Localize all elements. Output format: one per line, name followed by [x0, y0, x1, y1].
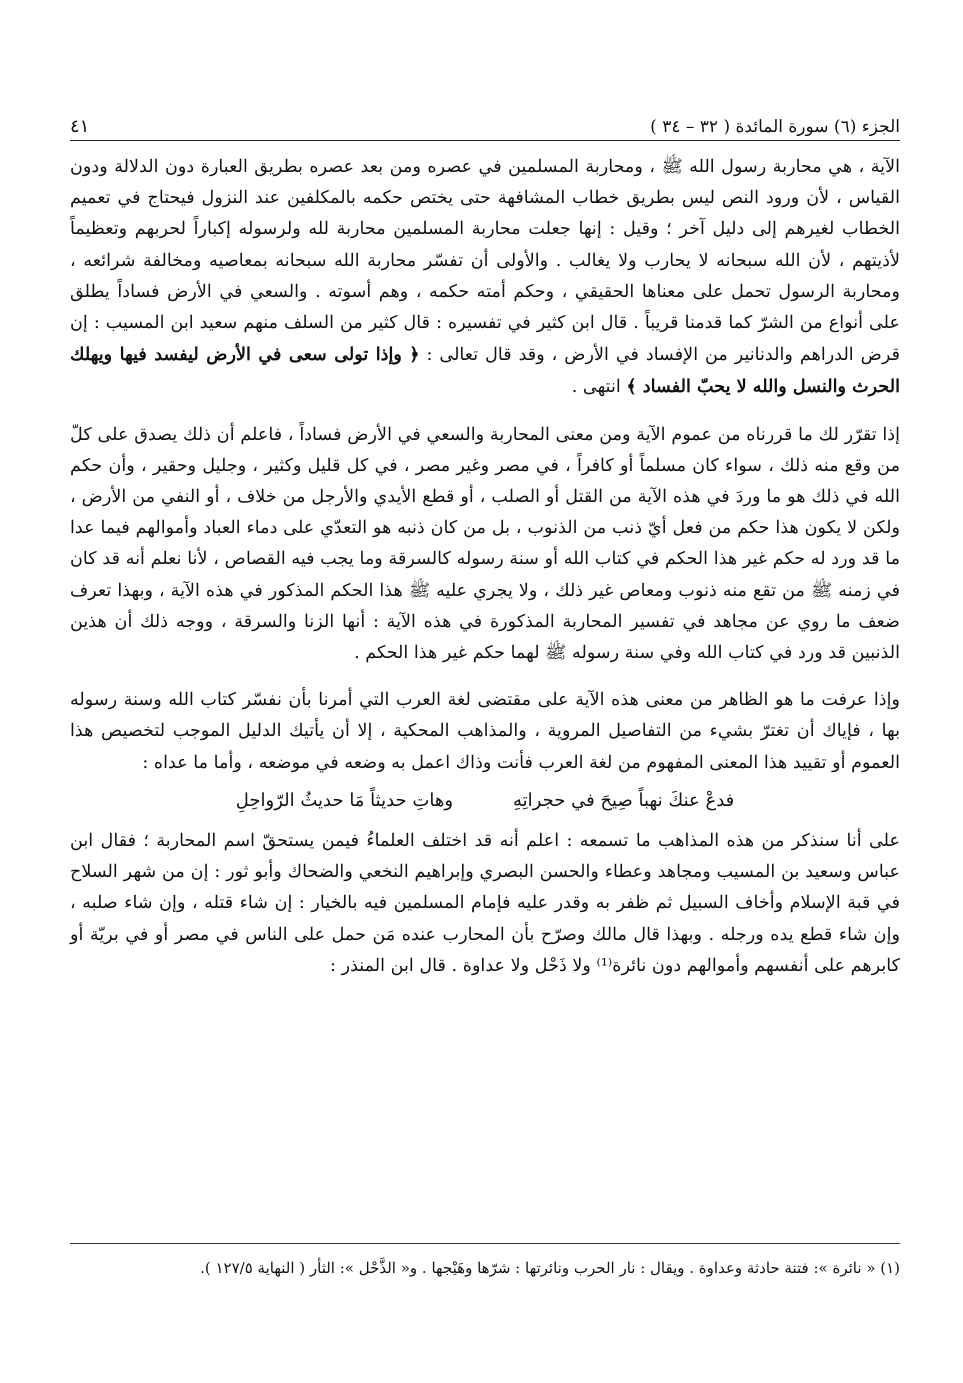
- verse-first-hemistich: فدعْ عنكَ نهباً صِيحَ في حجراتِهِ: [513, 789, 735, 811]
- footnote-divider: [70, 1243, 900, 1244]
- running-title: الجزء (٦) سورة المائدة ( ٣٢ – ٣٤ ): [650, 117, 900, 137]
- footnote: (١) « نائرة »: فتنة حادثة وعداوة . ويقال : نار الحرب ونائرتها : شرّها وهَيْجها . و« الذَّحْل »: الثأر ( النهاية ١٢٧/٥ ).: [200, 1259, 900, 1277]
- poetry-verse: [70, 785, 900, 816]
- paragraph-3: وإذا عرفت ما هو الظاهر من معنى هذه الآية على مقتضى لغة العرب التي أمرنا بأن نفسّر كتاب الله وسنة رسوله بها ، فإياك أن تغترّ بشيء من التفاصيل المروية ، والمذاهب المحكية ، إلا أن يأتيك الدليل الموجب لتخصيص هذا العموم أو تقييد هذا المعنى المفهوم من لغة العرب فأنت وذاك اعمل به وضعه في موضعه ، وأما ما عداه :: [70, 690, 900, 773]
- paragraph-4: على أنا سنذكر من هذه المذاهب ما تسمعه : اعلم أنه قد اختلف العلماءُ فيمن يستحقّ اسم المحاربة ؛ فقال ابن عباس وسعيد بن المسيب ومجاهد وعطاء والحسن البصري وإبراهيم النخعي والضحاك وأبو ثور : إن من شهر السلاح في قبة الإسلام وأخاف السبيل ثم ظفر به وقدر عليه فإمام المسلمين فيه بالخيار : إن شاء قتله ، وإن شاء صلبه ، وإن شاء قطع يده ورجله . وبهذا قال مالك وصرّح بأن المحارب عنده مَن حمل على الناس في مصر أو في بريّة أو كابرهم على أنفسهم وأموالهم دون نائرة⁽¹⁾ ولا ذَحْل ولا عداوة . قال ابن المنذر :: [70, 831, 900, 976]
- paragraph-1-end: انتهى .: [571, 377, 621, 398]
- paragraph-2: إذا تقرّر لك ما قررناه من عموم الآية ومن معنى المحاربة والسعي في الأرض فساداً ، فاعلم أن ذلك يصدق على كلّ من وقع منه ذلك ، سواء كان مسلماً أو كافراً ، في مصر وغير مصر ، في كل قليل وكثير ، وجليل وحقير ، وأن حكم الله في ذلك هو ما وردَ في هذه الآية من القتل أو الصلب ، أو قطع الأيدي والأرجل من خلاف ، أو النفي من الأرض ، ولكن لا يكون هذا حكم من فعل أيّ ذنب من الذنوب ، بل من كان ذنبه هو التعدّي على دماء العباد وأموالهم فيما عدا ما قد ورد له حكم غير هذا الحكم في كتاب الله أو سنة رسوله كالسرقة وما يجب فيه القصاص ، لأنا نعلم أنه قد كان في زمنه ﷺ من تقع منه ذنوب ومعاص غير ذلك ، ولا يجري عليه ﷺ هذا الحكم المذكور في هذه الآية ، وبهذا تعرف ضعف ما روي عن مجاهد في تفسير المحاربة المذكورة في هذه الآية : أنها الزنا والسرقة ، ووجه ذلك أن هذين الذنبين قد ورد في كتاب الله وفي سنة رسوله ﷺ لهما حكم غير هذا الحكم .: [70, 424, 900, 664]
- paragraph-1: [70, 152, 900, 404]
- page-number: ٤١: [70, 116, 90, 137]
- page-header: [70, 112, 900, 141]
- paragraph-1-text: الآية ، هي محاربة رسول الله ﷺ ، ومحاربة المسلمين في عصره ومن بعد عصره بطريق العبارة دون الدلالة ودون القياس ، لأن ورود النص ليس بطريق خطاب المشافهة حتى يختص حكمه بالمكلفين عند النزول فيحتاج في تعميم الخطاب لغيرهم إلى دليل آخر ؛ وقيل : إنها جعلت محاربة المسلمين محاربة لله ولرسوله إكباراً لحربهم وتعظيماً لأذيتهم ، لأن الله سبحانه لا يحارب ولا يغالب . والأولى أن تفسّر محاربة الله سبحانه بمعاصيه ومخالفة شرائعه ، ومحاربة الرسول تحمل على معناها الحقيقي ، وحكم أمته حكمه ، وهم أسوته . والسعي في الأرض فساداً يطلق على أنواع من الشرّ كما قدمنا قريباً . قال ابن كثير في تفسيره : قال كثير من السلف منهم سعيد ابن المسيب : إن قرض الدراهم والدنانير من الإفساد في الأرض ، وقد قال تعالى :: [70, 157, 901, 366]
- quran-quote: ﴿ وإذا تولى سعى في الأرض ليفسد فيها ويهلك الحرث والنسل والله لا يحبّ الفساد ﴾: [70, 344, 900, 398]
- main-text: [70, 152, 900, 998]
- verse-second-hemistich: وهاتِ حديثاً مَا حديثُ الرّواحِلِ: [235, 789, 454, 811]
